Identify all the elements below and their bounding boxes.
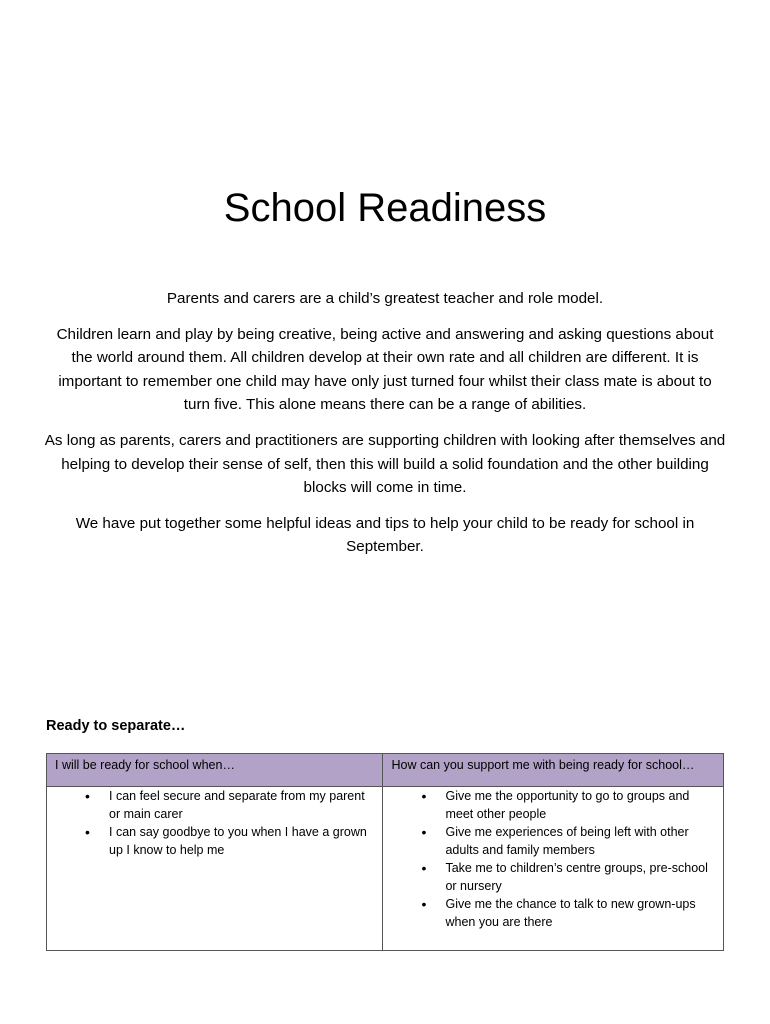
list-item: • Give me the chance to talk to new grown-ups when you are there xyxy=(445,895,715,931)
table-row xyxy=(47,787,724,951)
list-item: • Give me the opportunity to go to groups and meet other people xyxy=(445,787,715,823)
intro-paragraph: Children learn and play by being creative, being active and answering and asking questions about the world around them. All children develop at their own rate and all children are different. It is important to remember one child may have only just turned four whilst their class mate is about to turn five. This alone means there can be a range of abilities. xyxy=(56,325,714,414)
list-item: • Take me to children’s centre groups, pre-school or nursery xyxy=(445,859,715,895)
intro-text xyxy=(44,287,726,571)
intro-paragraph: We have put together some helpful ideas and tips to help your child to be ready for school in September. xyxy=(75,514,695,556)
table-header-how-support: How can you support me with being ready for school… xyxy=(383,754,724,787)
list-item: • I can feel secure and separate from my parent or main carer xyxy=(109,787,374,823)
readiness-table xyxy=(46,753,724,951)
intro-paragraph: As long as parents, carers and practitioners are supporting children with looking after themselves and helping to develop their sense of self, then this will build a solid foundation and the other building blocks will come in time. xyxy=(44,431,726,497)
how-support-list xyxy=(391,787,715,931)
how-support-cell xyxy=(383,787,724,951)
intro-paragraph: Parents and carers are a child’s greatest teacher and role model. xyxy=(166,290,604,307)
page-title: School Readiness xyxy=(223,186,547,230)
ready-when-list xyxy=(55,787,374,859)
table-header-row xyxy=(47,754,724,787)
list-item: • Give me experiences of being left with other adults and family members xyxy=(445,823,715,859)
table-header-ready-when: I will be ready for school when… xyxy=(47,754,383,787)
list-item: • I can say goodbye to you when I have a grown up I know to help me xyxy=(109,823,374,859)
ready-when-cell xyxy=(47,787,383,951)
section-heading: Ready to separate… xyxy=(46,718,186,734)
